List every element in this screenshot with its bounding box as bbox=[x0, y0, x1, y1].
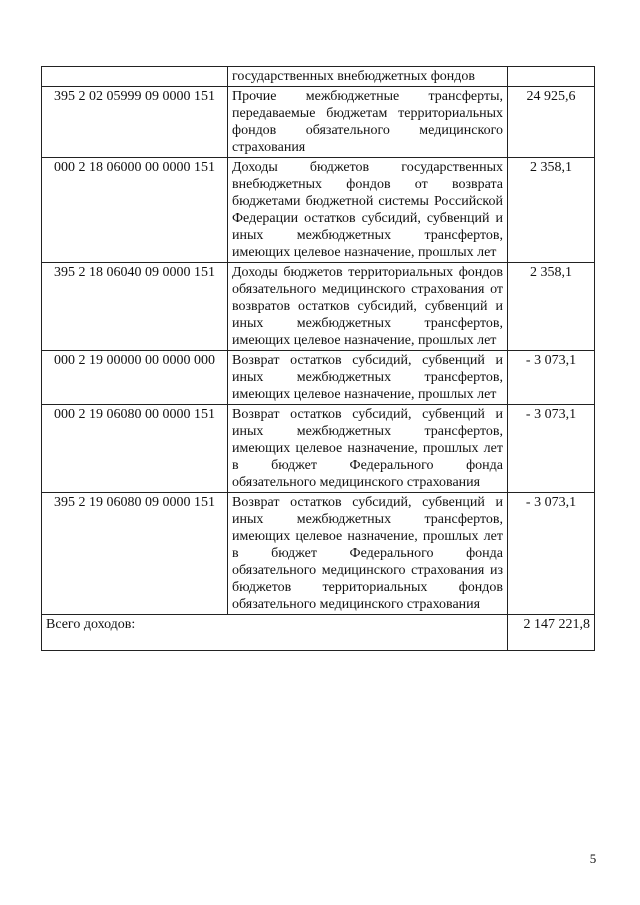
table-row bbox=[42, 351, 595, 405]
total-amount: 2 147 221,8 bbox=[508, 615, 595, 651]
revenue-name-cell: Прочие межбюджетные трансферты, передаваемые бюджетам территориальных фондов обязательного медицинского страхования bbox=[228, 87, 508, 158]
table-row bbox=[42, 67, 595, 87]
revenue-name-cell: государственных внебюджетных фондов bbox=[228, 67, 508, 87]
table-row bbox=[42, 493, 595, 615]
budget-code-cell: 395 2 02 05999 09 0000 151 bbox=[42, 87, 228, 158]
total-row bbox=[42, 615, 595, 651]
budget-code-cell: 000 2 19 06080 00 0000 151 bbox=[42, 405, 228, 493]
budget-code-cell: 000 2 18 06000 00 0000 151 bbox=[42, 158, 228, 263]
amount-cell: - 3 073,1 bbox=[508, 493, 595, 615]
total-label: Всего доходов: bbox=[42, 615, 508, 651]
budget-code-cell: 395 2 19 06080 09 0000 151 bbox=[42, 493, 228, 615]
amount-cell bbox=[508, 67, 595, 87]
amount-cell: - 3 073,1 bbox=[508, 351, 595, 405]
revenue-name-cell: Возврат остатков субсидий, субвенций и иных межбюджетных трансфертов, имеющих целевое назначение, прошлых лет в бюджет Федерального фонда обязательного медицинского страхования bbox=[228, 405, 508, 493]
budget-code-cell: 000 2 19 00000 00 0000 000 bbox=[42, 351, 228, 405]
revenue-table bbox=[41, 66, 595, 651]
amount-cell: 24 925,6 bbox=[508, 87, 595, 158]
revenue-name-cell: Доходы бюджетов государственных внебюджетных фондов от возврата бюджетами бюджетной системы Российской Федерации остатков субсидий, субвенций и иных межбюджетных трансфертов, имеющих целевое назначение, прошлых лет bbox=[228, 158, 508, 263]
revenue-name-cell: Возврат остатков субсидий, субвенций и иных межбюджетных трансфертов, имеющих целевое назначение, прошлых лет bbox=[228, 351, 508, 405]
budget-code-cell bbox=[42, 67, 228, 87]
amount-cell: 2 358,1 bbox=[508, 263, 595, 351]
revenue-name-cell: Доходы бюджетов территориальных фондов обязательного медицинского страхования от возвратов остатков субсидий, субвенций и иных межбюджетных трансфертов, имеющих целевое назначение, прошлых лет bbox=[228, 263, 508, 351]
table-row bbox=[42, 405, 595, 493]
table-row bbox=[42, 263, 595, 351]
amount-cell: 2 358,1 bbox=[508, 158, 595, 263]
budget-code-cell: 395 2 18 06040 09 0000 151 bbox=[42, 263, 228, 351]
amount-cell: - 3 073,1 bbox=[508, 405, 595, 493]
table-row bbox=[42, 87, 595, 158]
page-number: 5 bbox=[589, 851, 597, 866]
table-row bbox=[42, 158, 595, 263]
revenue-name-cell: Возврат остатков субсидий, субвенций и иных межбюджетных трансфертов, имеющих целевое назначение, прошлых лет в бюджет Федерального фонда обязательного медицинского страхования из бюджетов территориальных фондов обязательного медицинского страхования bbox=[228, 493, 508, 615]
